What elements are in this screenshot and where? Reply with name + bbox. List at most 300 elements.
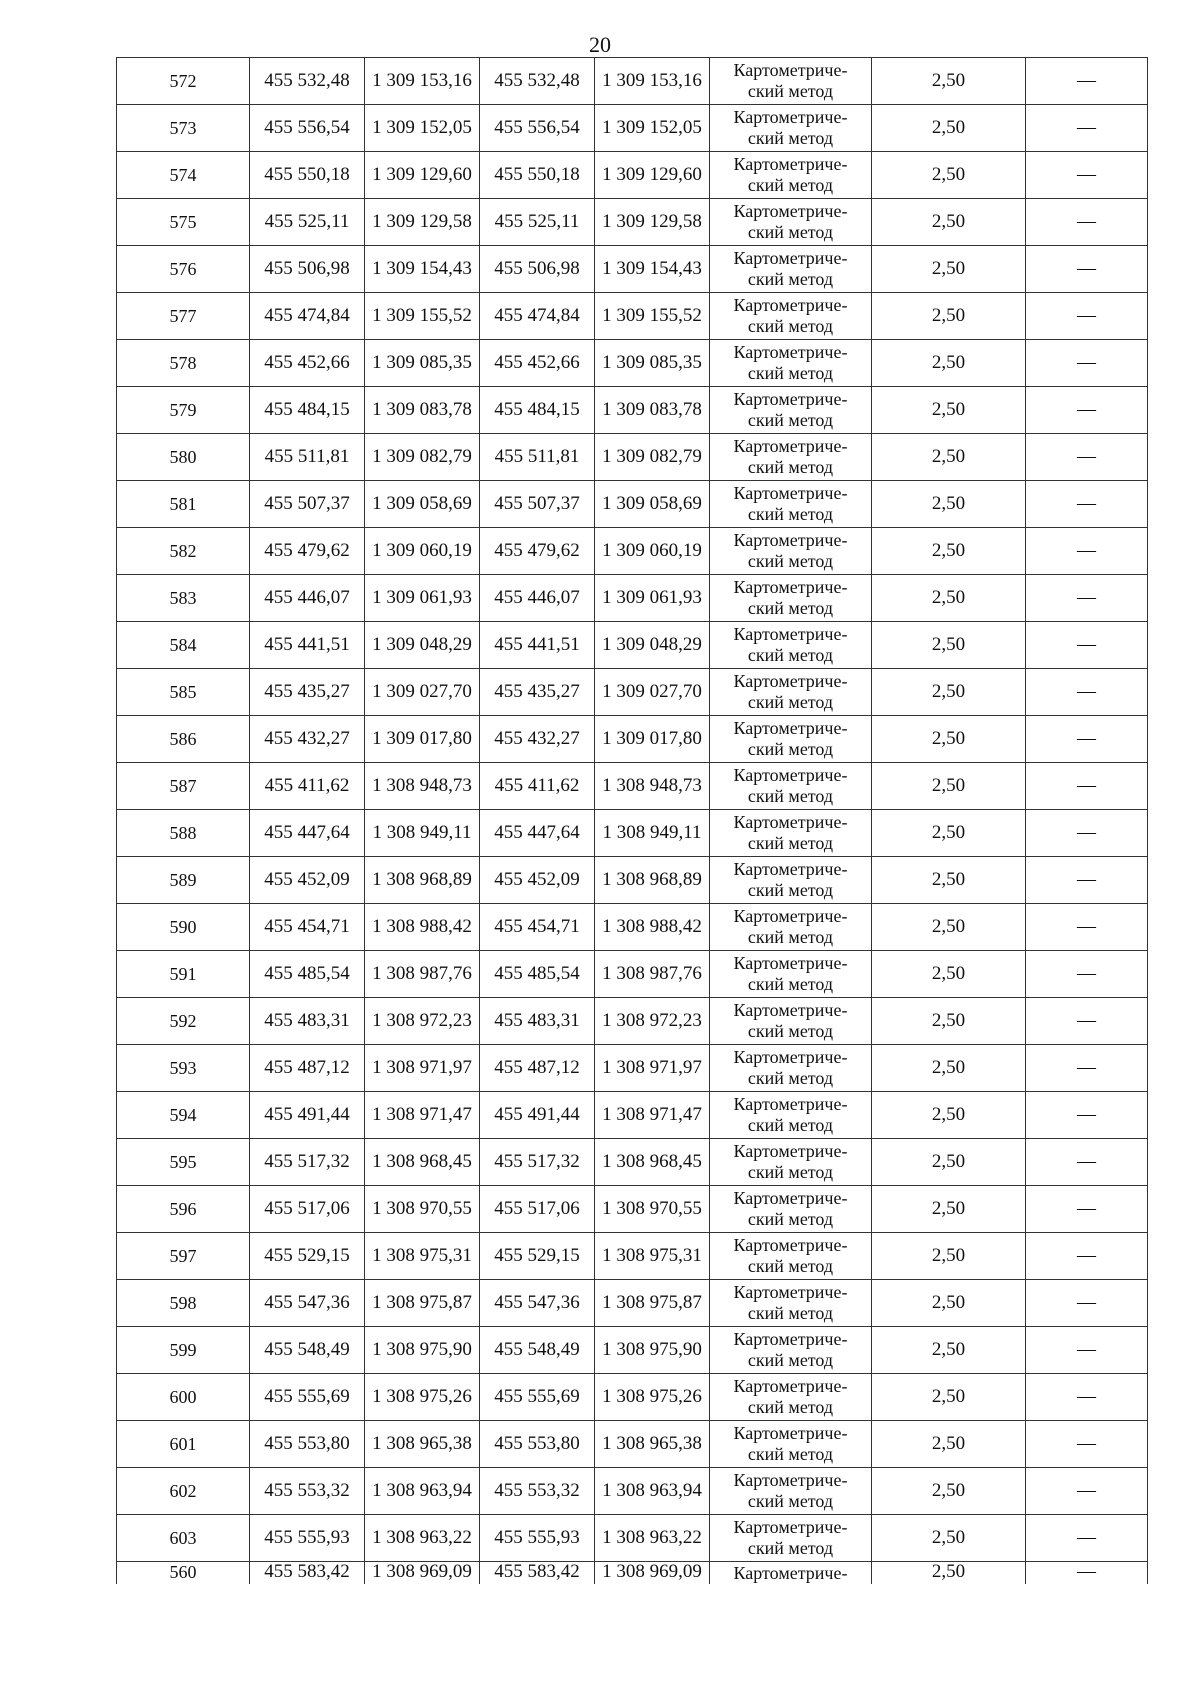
table-row bbox=[117, 1374, 1148, 1421]
accuracy-value: 2,50 bbox=[872, 1421, 1026, 1468]
note-dash: — bbox=[1026, 105, 1148, 152]
coord-x-refined: 455 446,07 bbox=[480, 575, 595, 622]
table-row bbox=[117, 669, 1148, 716]
point-number: 581 bbox=[117, 481, 250, 528]
accuracy-value: 2,50 bbox=[872, 1092, 1026, 1139]
accuracy-value: 2,50 bbox=[872, 1139, 1026, 1186]
coord-x-existing: 455 435,27 bbox=[250, 669, 365, 716]
method-cell bbox=[710, 763, 872, 810]
method-cell bbox=[710, 810, 872, 857]
coord-x-refined: 455 491,44 bbox=[480, 1092, 595, 1139]
coord-x-existing: 455 432,27 bbox=[250, 716, 365, 763]
coord-y-existing: 1 308 972,23 bbox=[365, 998, 480, 1045]
coord-y-refined: 1 308 972,23 bbox=[595, 998, 710, 1045]
table-row bbox=[117, 481, 1148, 528]
point-number: 583 bbox=[117, 575, 250, 622]
method-cell bbox=[710, 293, 872, 340]
coord-x-refined: 455 529,15 bbox=[480, 1233, 595, 1280]
coord-y-existing: 1 309 154,43 bbox=[365, 246, 480, 293]
method-line-1: Картометриче- bbox=[733, 1000, 848, 1020]
method-line-1: Картометриче- bbox=[733, 530, 848, 550]
coord-x-refined: 455 547,36 bbox=[480, 1280, 595, 1327]
note-dash: — bbox=[1026, 1092, 1148, 1139]
coord-x-refined: 455 452,09 bbox=[480, 857, 595, 904]
method-line-2: ский метод bbox=[747, 1491, 834, 1511]
method-cell bbox=[710, 434, 872, 481]
method-line-2: ский метод bbox=[747, 974, 834, 994]
method-line-1: Картометриче- bbox=[733, 1376, 848, 1396]
method-line-1: Картометриче- bbox=[733, 483, 848, 503]
note-dash: — bbox=[1026, 1515, 1148, 1562]
method-line-1: Картометриче- bbox=[733, 1282, 848, 1302]
accuracy-value: 2,50 bbox=[872, 763, 1026, 810]
coord-y-refined: 1 308 965,38 bbox=[595, 1421, 710, 1468]
coord-y-existing: 1 309 085,35 bbox=[365, 340, 480, 387]
coord-y-refined: 1 309 153,16 bbox=[595, 58, 710, 105]
method-cell bbox=[710, 1139, 872, 1186]
point-number: 586 bbox=[117, 716, 250, 763]
coord-y-refined: 1 309 048,29 bbox=[595, 622, 710, 669]
method-line-2: ский метод bbox=[747, 1256, 834, 1276]
coord-x-refined: 455 435,27 bbox=[480, 669, 595, 716]
coord-y-existing: 1 308 963,22 bbox=[365, 1515, 480, 1562]
coord-y-refined: 1 308 949,11 bbox=[595, 810, 710, 857]
coord-x-existing: 455 553,32 bbox=[250, 1468, 365, 1515]
accuracy-value: 2,50 bbox=[872, 716, 1026, 763]
table-row bbox=[117, 1327, 1148, 1374]
coord-y-existing: 1 309 061,93 bbox=[365, 575, 480, 622]
method-cell bbox=[710, 1421, 872, 1468]
accuracy-value: 2,50 bbox=[872, 58, 1026, 105]
point-number: 599 bbox=[117, 1327, 250, 1374]
method-line-1: Картометриче- bbox=[733, 1563, 848, 1583]
method-line-2: ский метод bbox=[747, 410, 834, 430]
method-cell bbox=[710, 1233, 872, 1280]
coord-x-existing: 455 484,15 bbox=[250, 387, 365, 434]
note-dash: — bbox=[1026, 246, 1148, 293]
coord-x-refined: 455 479,62 bbox=[480, 528, 595, 575]
method-line-2: ский метод bbox=[747, 457, 834, 477]
table-row bbox=[117, 1186, 1148, 1233]
accuracy-value: 2,50 bbox=[872, 152, 1026, 199]
coord-x-existing: 455 447,64 bbox=[250, 810, 365, 857]
accuracy-value: 2,50 bbox=[872, 199, 1026, 246]
note-dash: — bbox=[1026, 387, 1148, 434]
method-line-1: Картометриче- bbox=[733, 1329, 848, 1349]
coord-x-refined: 455 517,32 bbox=[480, 1139, 595, 1186]
note-dash: — bbox=[1026, 810, 1148, 857]
coord-x-refined: 455 556,54 bbox=[480, 105, 595, 152]
table-row bbox=[117, 575, 1148, 622]
coord-y-refined: 1 309 061,93 bbox=[595, 575, 710, 622]
method-line-2: ский метод bbox=[747, 739, 834, 759]
coord-y-existing: 1 308 975,26 bbox=[365, 1374, 480, 1421]
point-number: 591 bbox=[117, 951, 250, 998]
coord-x-existing: 455 506,98 bbox=[250, 246, 365, 293]
coord-x-refined: 455 507,37 bbox=[480, 481, 595, 528]
method-line-1: Картометриче- bbox=[733, 765, 848, 785]
table-row bbox=[117, 1092, 1148, 1139]
coord-y-refined: 1 308 969,09 bbox=[595, 1562, 710, 1585]
table-row bbox=[117, 246, 1148, 293]
table-row bbox=[117, 152, 1148, 199]
accuracy-value: 2,50 bbox=[872, 1562, 1026, 1585]
note-dash: — bbox=[1026, 857, 1148, 904]
point-number: 577 bbox=[117, 293, 250, 340]
table-row bbox=[117, 716, 1148, 763]
note-dash: — bbox=[1026, 1421, 1148, 1468]
coord-y-refined: 1 308 970,55 bbox=[595, 1186, 710, 1233]
table-row bbox=[117, 622, 1148, 669]
coord-y-refined: 1 308 968,45 bbox=[595, 1139, 710, 1186]
coord-y-refined: 1 308 948,73 bbox=[595, 763, 710, 810]
method-line-2: ский метод bbox=[747, 316, 834, 336]
method-cell bbox=[710, 340, 872, 387]
coord-y-refined: 1 309 155,52 bbox=[595, 293, 710, 340]
note-dash: — bbox=[1026, 1186, 1148, 1233]
method-cell bbox=[710, 951, 872, 998]
table-row bbox=[117, 105, 1148, 152]
point-number: 595 bbox=[117, 1139, 250, 1186]
method-line-2: ский метод bbox=[747, 175, 834, 195]
note-dash: — bbox=[1026, 575, 1148, 622]
point-number: 573 bbox=[117, 105, 250, 152]
method-line-1: Картометриче- bbox=[733, 812, 848, 832]
method-line-2: ский метод bbox=[747, 598, 834, 618]
method-cell bbox=[710, 998, 872, 1045]
point-number: 576 bbox=[117, 246, 250, 293]
method-line-2: ский метод bbox=[747, 1444, 834, 1464]
method-cell bbox=[710, 1562, 872, 1585]
accuracy-value: 2,50 bbox=[872, 1280, 1026, 1327]
point-number: 592 bbox=[117, 998, 250, 1045]
note-dash: — bbox=[1026, 340, 1148, 387]
table-row bbox=[117, 810, 1148, 857]
accuracy-value: 2,50 bbox=[872, 1327, 1026, 1374]
coord-y-existing: 1 308 965,38 bbox=[365, 1421, 480, 1468]
coord-y-existing: 1 309 152,05 bbox=[365, 105, 480, 152]
accuracy-value: 2,50 bbox=[872, 575, 1026, 622]
point-number: 587 bbox=[117, 763, 250, 810]
point-number: 584 bbox=[117, 622, 250, 669]
method-line-2: ский метод bbox=[747, 222, 834, 242]
point-number: 560 bbox=[117, 1562, 250, 1585]
coord-x-refined: 455 447,64 bbox=[480, 810, 595, 857]
method-cell bbox=[710, 1327, 872, 1374]
method-line-2: ский метод bbox=[747, 786, 834, 806]
coord-y-refined: 1 309 082,79 bbox=[595, 434, 710, 481]
method-line-1: Картометриче- bbox=[733, 154, 848, 174]
note-dash: — bbox=[1026, 58, 1148, 105]
coord-x-existing: 455 529,15 bbox=[250, 1233, 365, 1280]
coord-y-existing: 1 308 948,73 bbox=[365, 763, 480, 810]
coord-x-existing: 455 548,49 bbox=[250, 1327, 365, 1374]
method-line-1: Картометриче- bbox=[733, 906, 848, 926]
coord-y-existing: 1 309 048,29 bbox=[365, 622, 480, 669]
coord-x-refined: 455 548,49 bbox=[480, 1327, 595, 1374]
coord-x-existing: 455 517,06 bbox=[250, 1186, 365, 1233]
point-number: 578 bbox=[117, 340, 250, 387]
method-cell bbox=[710, 1280, 872, 1327]
coord-x-refined: 455 532,48 bbox=[480, 58, 595, 105]
table-row bbox=[117, 857, 1148, 904]
coord-x-refined: 455 484,15 bbox=[480, 387, 595, 434]
coord-y-refined: 1 309 152,05 bbox=[595, 105, 710, 152]
coord-y-existing: 1 309 129,60 bbox=[365, 152, 480, 199]
coord-x-existing: 455 547,36 bbox=[250, 1280, 365, 1327]
accuracy-value: 2,50 bbox=[872, 904, 1026, 951]
coord-x-existing: 455 511,81 bbox=[250, 434, 365, 481]
method-cell bbox=[710, 1092, 872, 1139]
coord-y-existing: 1 308 971,47 bbox=[365, 1092, 480, 1139]
accuracy-value: 2,50 bbox=[872, 1233, 1026, 1280]
note-dash: — bbox=[1026, 152, 1148, 199]
table-row bbox=[117, 1139, 1148, 1186]
table-row bbox=[117, 434, 1148, 481]
method-line-2: ский метод bbox=[747, 927, 834, 947]
method-line-2: ский метод bbox=[747, 504, 834, 524]
note-dash: — bbox=[1026, 669, 1148, 716]
coord-y-existing: 1 309 058,69 bbox=[365, 481, 480, 528]
method-line-1: Картометриче- bbox=[733, 1047, 848, 1067]
coord-y-existing: 1 308 988,42 bbox=[365, 904, 480, 951]
coord-y-existing: 1 308 968,45 bbox=[365, 1139, 480, 1186]
method-line-2: ский метод bbox=[747, 880, 834, 900]
accuracy-value: 2,50 bbox=[872, 528, 1026, 575]
method-line-2: ский метод bbox=[747, 692, 834, 712]
method-line-1: Картометриче- bbox=[733, 577, 848, 597]
method-line-1: Картометриче- bbox=[733, 1517, 848, 1537]
method-cell bbox=[710, 1468, 872, 1515]
table-row bbox=[117, 528, 1148, 575]
accuracy-value: 2,50 bbox=[872, 340, 1026, 387]
coord-y-refined: 1 309 085,35 bbox=[595, 340, 710, 387]
coord-y-existing: 1 308 975,90 bbox=[365, 1327, 480, 1374]
accuracy-value: 2,50 bbox=[872, 622, 1026, 669]
method-line-2: ский метод bbox=[747, 1397, 834, 1417]
method-line-2: ский метод bbox=[747, 1209, 834, 1229]
coord-x-existing: 455 556,54 bbox=[250, 105, 365, 152]
note-dash: — bbox=[1026, 716, 1148, 763]
coord-y-refined: 1 308 975,87 bbox=[595, 1280, 710, 1327]
coord-y-refined: 1 308 975,90 bbox=[595, 1327, 710, 1374]
method-cell bbox=[710, 246, 872, 293]
coord-x-refined: 455 555,93 bbox=[480, 1515, 595, 1562]
point-number: 574 bbox=[117, 152, 250, 199]
accuracy-value: 2,50 bbox=[872, 998, 1026, 1045]
point-number: 603 bbox=[117, 1515, 250, 1562]
method-line-2: ский метод bbox=[747, 833, 834, 853]
coord-y-refined: 1 309 017,80 bbox=[595, 716, 710, 763]
accuracy-value: 2,50 bbox=[872, 434, 1026, 481]
note-dash: — bbox=[1026, 293, 1148, 340]
coord-x-existing: 455 555,69 bbox=[250, 1374, 365, 1421]
note-dash: — bbox=[1026, 622, 1148, 669]
coord-x-refined: 455 506,98 bbox=[480, 246, 595, 293]
coord-x-existing: 455 517,32 bbox=[250, 1139, 365, 1186]
note-dash: — bbox=[1026, 1468, 1148, 1515]
method-line-1: Картометриче- bbox=[733, 1423, 848, 1443]
point-number: 601 bbox=[117, 1421, 250, 1468]
coord-y-refined: 1 308 971,97 bbox=[595, 1045, 710, 1092]
coord-x-existing: 455 491,44 bbox=[250, 1092, 365, 1139]
coord-x-existing: 455 532,48 bbox=[250, 58, 365, 105]
table-row bbox=[117, 387, 1148, 434]
coord-y-existing: 1 309 083,78 bbox=[365, 387, 480, 434]
method-cell bbox=[710, 575, 872, 622]
coord-y-refined: 1 309 060,19 bbox=[595, 528, 710, 575]
note-dash: — bbox=[1026, 1139, 1148, 1186]
point-number: 594 bbox=[117, 1092, 250, 1139]
accuracy-value: 2,50 bbox=[872, 1045, 1026, 1092]
coord-x-refined: 455 487,12 bbox=[480, 1045, 595, 1092]
method-line-2: ский метод bbox=[747, 363, 834, 383]
method-line-2: ский метод bbox=[747, 269, 834, 289]
coord-x-refined: 455 411,62 bbox=[480, 763, 595, 810]
method-cell bbox=[710, 387, 872, 434]
method-line-1: Картометриче- bbox=[733, 671, 848, 691]
coord-x-existing: 455 452,09 bbox=[250, 857, 365, 904]
method-line-2: ский метод bbox=[747, 1021, 834, 1041]
point-number: 580 bbox=[117, 434, 250, 481]
note-dash: — bbox=[1026, 481, 1148, 528]
coord-y-refined: 1 308 988,42 bbox=[595, 904, 710, 951]
method-line-2: ский метод bbox=[747, 645, 834, 665]
accuracy-value: 2,50 bbox=[872, 1186, 1026, 1233]
point-number: 575 bbox=[117, 199, 250, 246]
coord-y-existing: 1 308 969,09 bbox=[365, 1562, 480, 1585]
table-row bbox=[117, 1280, 1148, 1327]
table-body bbox=[117, 58, 1148, 1585]
accuracy-value: 2,50 bbox=[872, 387, 1026, 434]
coord-x-refined: 455 555,69 bbox=[480, 1374, 595, 1421]
coord-y-existing: 1 309 017,80 bbox=[365, 716, 480, 763]
coord-y-refined: 1 308 975,26 bbox=[595, 1374, 710, 1421]
method-cell bbox=[710, 1374, 872, 1421]
table-row bbox=[117, 293, 1148, 340]
coord-x-existing: 455 555,93 bbox=[250, 1515, 365, 1562]
method-cell bbox=[710, 481, 872, 528]
method-line-2: ский метод bbox=[747, 1162, 834, 1182]
note-dash: — bbox=[1026, 528, 1148, 575]
coord-x-refined: 455 452,66 bbox=[480, 340, 595, 387]
method-line-2: ский метод bbox=[747, 81, 834, 101]
note-dash: — bbox=[1026, 1374, 1148, 1421]
point-number: 598 bbox=[117, 1280, 250, 1327]
coord-y-existing: 1 309 153,16 bbox=[365, 58, 480, 105]
coord-y-existing: 1 309 129,58 bbox=[365, 199, 480, 246]
coord-x-existing: 455 446,07 bbox=[250, 575, 365, 622]
coord-x-refined: 455 550,18 bbox=[480, 152, 595, 199]
page-number: 20 bbox=[589, 32, 611, 57]
point-number: 602 bbox=[117, 1468, 250, 1515]
point-number: 582 bbox=[117, 528, 250, 575]
table-row bbox=[117, 951, 1148, 998]
coord-y-existing: 1 308 971,97 bbox=[365, 1045, 480, 1092]
coord-y-refined: 1 309 027,70 bbox=[595, 669, 710, 716]
coord-x-refined: 455 441,51 bbox=[480, 622, 595, 669]
coord-y-existing: 1 309 082,79 bbox=[365, 434, 480, 481]
point-number: 588 bbox=[117, 810, 250, 857]
method-cell bbox=[710, 622, 872, 669]
method-line-2: ский метод bbox=[747, 551, 834, 571]
coord-x-existing: 455 550,18 bbox=[250, 152, 365, 199]
method-line-1: Картометриче- bbox=[733, 436, 848, 456]
coord-y-refined: 1 309 129,60 bbox=[595, 152, 710, 199]
coord-y-existing: 1 308 968,89 bbox=[365, 857, 480, 904]
note-dash: — bbox=[1026, 763, 1148, 810]
method-line-1: Картометриче- bbox=[733, 201, 848, 221]
coord-x-refined: 455 432,27 bbox=[480, 716, 595, 763]
coord-x-existing: 455 485,54 bbox=[250, 951, 365, 998]
method-line-1: Картометриче- bbox=[733, 953, 848, 973]
table-row bbox=[117, 1562, 1148, 1585]
note-dash: — bbox=[1026, 1233, 1148, 1280]
note-dash: — bbox=[1026, 1280, 1148, 1327]
accuracy-value: 2,50 bbox=[872, 481, 1026, 528]
coord-y-existing: 1 309 060,19 bbox=[365, 528, 480, 575]
coord-x-existing: 455 474,84 bbox=[250, 293, 365, 340]
coord-x-refined: 455 525,11 bbox=[480, 199, 595, 246]
method-line-2: ский метод bbox=[747, 1068, 834, 1088]
table-row bbox=[117, 763, 1148, 810]
accuracy-value: 2,50 bbox=[872, 669, 1026, 716]
accuracy-value: 2,50 bbox=[872, 105, 1026, 152]
note-dash: — bbox=[1026, 1562, 1148, 1585]
method-cell bbox=[710, 716, 872, 763]
method-line-1: Картометриче- bbox=[733, 60, 848, 80]
coord-y-refined: 1 309 058,69 bbox=[595, 481, 710, 528]
point-number: 579 bbox=[117, 387, 250, 434]
point-number: 590 bbox=[117, 904, 250, 951]
coord-x-existing: 455 411,62 bbox=[250, 763, 365, 810]
coord-x-existing: 455 479,62 bbox=[250, 528, 365, 575]
table-row bbox=[117, 1233, 1148, 1280]
coordinates-table bbox=[116, 57, 1148, 1584]
coord-x-existing: 455 487,12 bbox=[250, 1045, 365, 1092]
method-line-2: ский метод bbox=[747, 1350, 834, 1370]
table-row bbox=[117, 1045, 1148, 1092]
coord-x-existing: 455 483,31 bbox=[250, 998, 365, 1045]
coord-y-existing: 1 308 949,11 bbox=[365, 810, 480, 857]
method-line-1: Картометриче- bbox=[733, 295, 848, 315]
note-dash: — bbox=[1026, 951, 1148, 998]
method-line-1: Картометриче- bbox=[733, 1470, 848, 1490]
accuracy-value: 2,50 bbox=[872, 293, 1026, 340]
method-line-1: Картометриче- bbox=[733, 718, 848, 738]
coord-x-existing: 455 525,11 bbox=[250, 199, 365, 246]
method-cell bbox=[710, 857, 872, 904]
point-number: 572 bbox=[117, 58, 250, 105]
accuracy-value: 2,50 bbox=[872, 857, 1026, 904]
method-cell bbox=[710, 904, 872, 951]
note-dash: — bbox=[1026, 904, 1148, 951]
point-number: 593 bbox=[117, 1045, 250, 1092]
method-line-2: ский метод bbox=[747, 1303, 834, 1323]
method-line-1: Картометриче- bbox=[733, 1188, 848, 1208]
accuracy-value: 2,50 bbox=[872, 810, 1026, 857]
coord-x-refined: 455 553,32 bbox=[480, 1468, 595, 1515]
accuracy-value: 2,50 bbox=[872, 246, 1026, 293]
coord-y-refined: 1 308 987,76 bbox=[595, 951, 710, 998]
accuracy-value: 2,50 bbox=[872, 1515, 1026, 1562]
method-cell bbox=[710, 199, 872, 246]
method-cell bbox=[710, 1045, 872, 1092]
accuracy-value: 2,50 bbox=[872, 1468, 1026, 1515]
coord-x-refined: 455 553,80 bbox=[480, 1421, 595, 1468]
method-line-1: Картометриче- bbox=[733, 859, 848, 879]
coord-y-existing: 1 308 975,31 bbox=[365, 1233, 480, 1280]
